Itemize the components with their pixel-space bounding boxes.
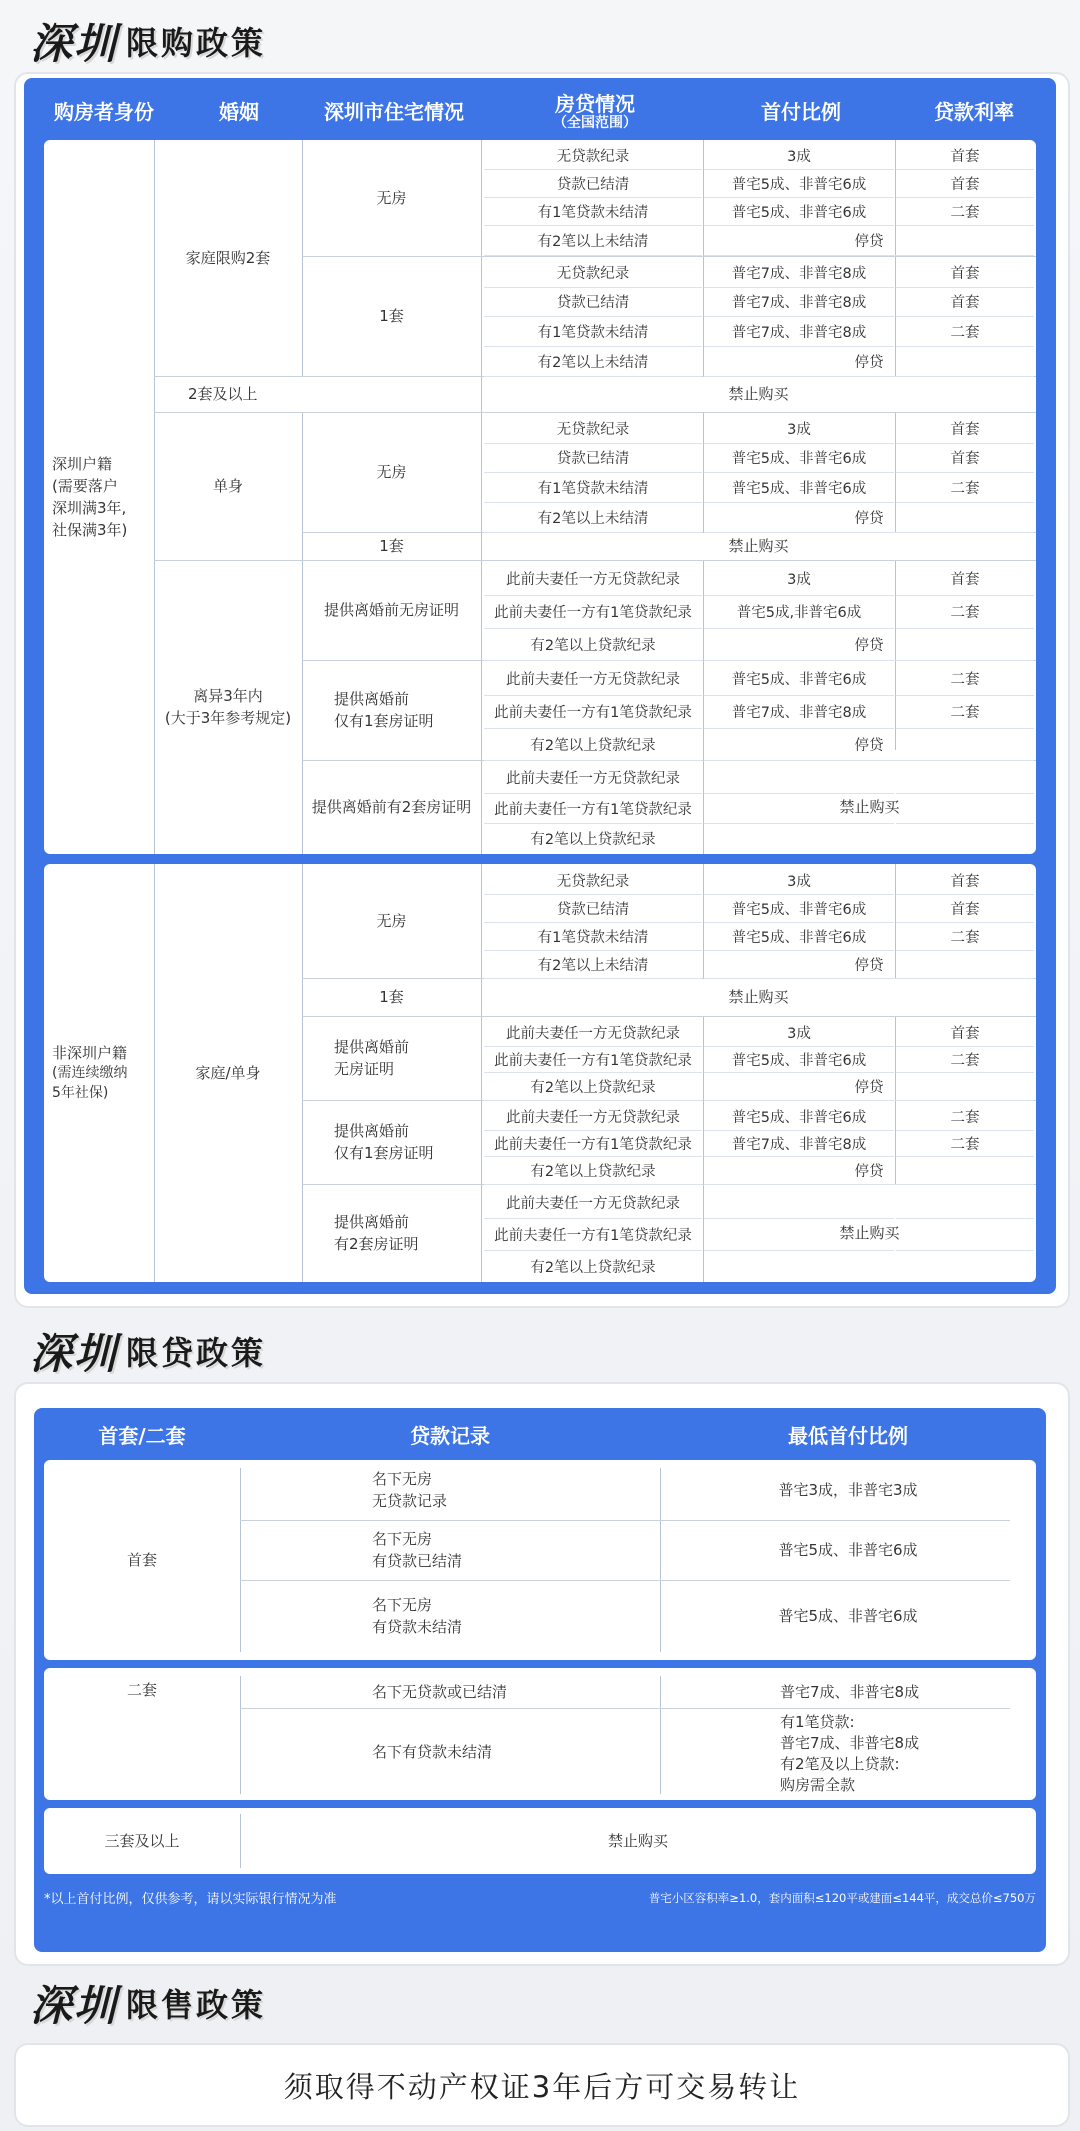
local-row-8-col-0: 无贷款纪录 <box>556 421 630 438</box>
nonlocal-row-7-col-2: 二套 <box>950 1109 980 1126</box>
loan-third-value: 禁止购买 <box>607 1832 668 1850</box>
local-single-no-house: 无房 <box>376 463 407 481</box>
nonlocal-row-8-col-1: 普宅7成、非普宅8成 <box>731 1136 867 1153</box>
local-row-13-col-1: 普宅5成,非普宅6成 <box>736 605 862 621</box>
local-row-12-col-1: 3成 <box>787 572 811 588</box>
loan-second-r1: 名下无贷款或已结清 <box>372 1683 508 1701</box>
nonlocal-row-5-col-0: 此前夫妻任一方有1笔贷款纪录 <box>494 1052 692 1069</box>
header-identity: 购房者身份 <box>54 100 154 124</box>
nonlocal-row-2-col-0: 有1笔贷款未结清 <box>537 929 649 946</box>
local-div-c-ban: 禁止购买 <box>839 798 900 816</box>
local-row-19-col-0: 此前夫妻任一方有1笔贷款纪录 <box>494 801 692 818</box>
loan-third-label: 三套及以上 <box>104 1832 180 1850</box>
local-single-one: 1套 <box>379 537 404 555</box>
nonlocal-marital: 家庭/单身 <box>195 1064 261 1082</box>
nonlocal-row-2-col-1: 普宅5成、非普宅6成 <box>731 929 867 946</box>
local-row-16-col-0: 此前夫妻任一方有1笔贷款纪录 <box>494 705 692 721</box>
loan-second-r1-ratio: 普宅7成、非普宅8成 <box>780 1683 920 1701</box>
local-row-20-col-0: 有2笔以上贷款纪录 <box>530 832 656 848</box>
local-family-limit: 家庭限购2套 <box>185 249 271 267</box>
local-row-16-col-2: 二套 <box>950 705 980 721</box>
nonlocal-row-10-col-1 <box>704 1186 894 1218</box>
nonlocal-row-1-col-0: 贷款已结清 <box>556 901 630 918</box>
local-row-19-col-2 <box>896 793 1034 823</box>
nonlocal-row-10-col-0: 此前夫妻任一方无贷款纪录 <box>506 1195 680 1212</box>
nonlocal-row-12-col-0: 有2笔以上贷款纪录 <box>530 1259 656 1276</box>
local-row-5-col-2: 首套 <box>950 295 980 311</box>
nonlocal-row-11-col-0: 此前夫妻任一方有1笔贷款纪录 <box>494 1227 692 1244</box>
nonlocal-one-house: 1套 <box>379 988 404 1006</box>
local-row-20-col-2 <box>896 823 1034 854</box>
nonlocal-identity: 非深圳户籍 (需连续缴纳 5年社保) <box>52 1044 128 1101</box>
local-row-20-col-1 <box>704 823 894 854</box>
nonlocal-row-0-col-1: 3成 <box>787 873 811 890</box>
nonlocal-b: 提供离婚前 仅有1套房证明 <box>334 1122 434 1162</box>
local-one-house: 1套 <box>379 307 404 325</box>
nonlocal-row-11-col-1 <box>704 1218 894 1250</box>
local-row-5-col-1: 普宅7成、非普宅8成 <box>731 295 867 311</box>
nonlocal-row-6-col-1: 停贷 <box>854 1079 884 1096</box>
local-row-0-col-1: 3成 <box>787 148 811 165</box>
local-row-14-col-1: 停贷 <box>854 637 884 654</box>
local-row-12-col-0: 此前夫妻任一方无贷款纪录 <box>506 572 680 588</box>
nonlocal-row-12-col-2 <box>896 1250 1034 1282</box>
loan-second-label: 二套 <box>126 1681 157 1699</box>
nonlocal-row-4-col-2: 首套 <box>950 1025 980 1042</box>
local-row-15-col-0: 此前夫妻任一方无贷款纪录 <box>506 672 680 688</box>
local-row-18-col-1 <box>704 762 894 793</box>
local-row-0-col-0: 无贷款纪录 <box>556 148 630 165</box>
local-row-3-col-0: 有2笔以上未结清 <box>537 233 649 250</box>
local-row-13-col-0: 此前夫妻任一方有1笔贷款纪录 <box>494 605 692 621</box>
loan-header-record: 贷款记录 <box>410 1424 490 1448</box>
loan-policy-title: 深圳 限贷政策 <box>30 1329 267 1378</box>
local-row-2-col-0: 有1笔贷款未结清 <box>537 204 649 221</box>
loan-note-right: 普宅小区容积率≥1.0，套内面积≤120平或建面≤144平，成交总价≤750万 <box>648 1891 1036 1905</box>
nonlocal-row-7-col-0: 此前夫妻任一方无贷款纪录 <box>506 1109 680 1126</box>
local-row-15-col-2: 二套 <box>950 672 980 688</box>
nonlocal-one-house-ban: 禁止购买 <box>728 988 789 1006</box>
loan-header-ratio: 最低首付比例 <box>788 1424 908 1448</box>
local-div-a: 提供离婚前无房证明 <box>323 601 459 619</box>
nonlocal-row-8-col-0: 此前夫妻任一方有1笔贷款纪录 <box>494 1136 692 1153</box>
loan-first-r3-ratio: 普宅5成、非普宅6成 <box>778 1607 918 1625</box>
loan-note-left: *以上首付比例，仅供参考，请以实际银行情况为准 <box>44 1892 337 1907</box>
local-row-9-col-0: 贷款已结清 <box>556 451 630 467</box>
local-row-8-col-1: 3成 <box>787 421 811 438</box>
loan-first-r1: 名下无房 无贷款记录 <box>372 1470 448 1510</box>
local-row-10-col-2: 二套 <box>950 480 980 497</box>
local-row-14-col-0: 有2笔以上贷款纪录 <box>530 637 656 654</box>
header-housing: 深圳市住宅情况 <box>324 100 464 124</box>
local-two-plus: 2套及以上 <box>188 385 258 403</box>
local-row-17-col-0: 有2笔以上贷款纪录 <box>530 737 656 754</box>
local-row-6-col-1: 普宅7成、非普宅8成 <box>731 324 867 341</box>
nonlocal-row-7-col-1: 普宅5成、非普宅6成 <box>731 1109 867 1126</box>
loan-first-r2-ratio: 普宅5成、非普宅6成 <box>778 1541 918 1559</box>
local-row-16-col-1: 普宅7成、非普宅8成 <box>731 705 867 721</box>
local-row-9-col-1: 普宅5成、非普宅6成 <box>731 451 867 467</box>
loan-first-r2: 名下无房 有贷款已结清 <box>372 1530 463 1570</box>
local-row-13-col-2: 二套 <box>950 605 980 621</box>
local-row-11-col-0: 有2笔以上未结清 <box>537 510 649 527</box>
local-no-house: 无房 <box>376 189 407 207</box>
local-row-7-col-1: 停贷 <box>854 354 884 371</box>
loan-second-r2: 名下有贷款未结清 <box>372 1743 493 1761</box>
nonlocal-row-2-col-2: 二套 <box>950 929 980 946</box>
local-divorce: 离异3年内 (大于3年参考规定) <box>164 687 292 727</box>
local-row-18-col-2 <box>896 762 1034 793</box>
nonlocal-row-4-col-1: 3成 <box>787 1025 811 1042</box>
nonlocal-row-1-col-1: 普宅5成、非普宅6成 <box>731 901 867 918</box>
loan-first-r3: 名下无房 有贷款未结清 <box>372 1596 463 1636</box>
local-div-c: 提供离婚前有2套房证明 <box>311 798 472 816</box>
nonlocal-c: 提供离婚前 有2套房证明 <box>334 1213 419 1253</box>
local-div-b: 提供离婚前 仅有1套房证明 <box>334 690 434 730</box>
local-row-15-col-1: 普宅5成、非普宅6成 <box>731 672 867 688</box>
header-rate: 贷款利率 <box>934 100 1014 124</box>
local-identity: 深圳户籍 (需要落户 深圳满3年, 社保满3年) <box>52 455 128 539</box>
local-row-11-col-1: 停贷 <box>854 510 884 527</box>
local-row-0-col-2: 首套 <box>950 148 980 165</box>
purchase-policy-title: 深圳 限购政策 <box>30 19 267 68</box>
nonlocal-row-0-col-0: 无贷款纪录 <box>556 873 630 890</box>
nonlocal-row-3-col-0: 有2笔以上未结清 <box>537 957 649 974</box>
local-row-19-col-1 <box>704 793 894 823</box>
local-single: 单身 <box>212 477 243 495</box>
nonlocal-row-0-col-2: 首套 <box>950 873 980 890</box>
loan-first-label: 首套 <box>126 1551 157 1569</box>
header-mortgage: 房贷情况 （全国范围） <box>553 92 637 131</box>
local-row-7-col-0: 有2笔以上未结清 <box>537 354 649 371</box>
local-row-4-col-0: 无贷款纪录 <box>556 265 630 282</box>
nonlocal-row-5-col-1: 普宅5成、非普宅6成 <box>731 1052 867 1069</box>
nonlocal-a: 提供离婚前 无房证明 <box>334 1038 410 1078</box>
sale-policy-title: 深圳 限售政策 <box>30 1981 267 2030</box>
local-row-4-col-1: 普宅7成、非普宅8成 <box>731 265 867 282</box>
local-row-1-col-1: 普宅5成、非普宅6成 <box>731 176 867 193</box>
local-row-12-col-2: 首套 <box>950 572 980 588</box>
nonlocal-row-4-col-0: 此前夫妻任一方无贷款纪录 <box>506 1025 680 1042</box>
local-row-10-col-0: 有1笔贷款未结清 <box>537 480 649 497</box>
local-row-4-col-2: 首套 <box>950 265 980 282</box>
local-row-6-col-2: 二套 <box>950 324 980 341</box>
sale-policy-box: 须取得不动产权证3年后方可交易转让 <box>14 2043 1070 2127</box>
nonlocal-row-10-col-2 <box>896 1186 1034 1218</box>
loan-second-r2-ratio: 有1笔贷款: 普宅7成、非普宅8成 有2笔及以上贷款: 购房需全款 <box>780 1713 920 1794</box>
nonlocal-row-3-col-1: 停贷 <box>854 957 884 974</box>
local-row-2-col-2: 二套 <box>950 204 980 221</box>
local-row-18-col-0: 此前夫妻任一方无贷款纪录 <box>506 771 680 787</box>
nonlocal-row-9-col-0: 有2笔以上贷款纪录 <box>530 1163 656 1180</box>
local-row-1-col-0: 贷款已结清 <box>556 176 630 193</box>
nonlocal-row-5-col-2: 二套 <box>950 1052 980 1069</box>
nonlocal-row-12-col-1 <box>704 1250 894 1282</box>
nonlocal-row-9-col-1: 停贷 <box>854 1163 884 1180</box>
local-row-8-col-2: 首套 <box>950 421 980 438</box>
nonlocal-c-ban: 禁止购买 <box>839 1224 900 1242</box>
local-row-9-col-2: 首套 <box>950 451 980 467</box>
loan-header-type: 首套/二套 <box>98 1424 186 1448</box>
local-row-17-col-1: 停贷 <box>854 737 884 754</box>
local-row-6-col-0: 有1笔贷款未结清 <box>537 324 649 341</box>
local-row-2-col-1: 普宅5成、非普宅6成 <box>731 204 867 221</box>
nonlocal-row-1-col-2: 首套 <box>950 901 980 918</box>
header-downpayment: 首付比例 <box>761 100 841 124</box>
nonlocal-no-house: 无房 <box>376 912 407 930</box>
loan-first-r1-ratio: 普宅3成，非普宅3成 <box>778 1481 918 1499</box>
nonlocal-row-8-col-2: 二套 <box>950 1136 980 1153</box>
local-row-3-col-1: 停贷 <box>854 233 884 250</box>
nonlocal-row-11-col-2 <box>896 1218 1034 1250</box>
local-row-1-col-2: 首套 <box>950 176 980 193</box>
local-single-one-ban: 禁止购买 <box>728 537 789 555</box>
local-two-plus-ban: 禁止购买 <box>728 385 789 403</box>
local-row-5-col-0: 贷款已结清 <box>556 295 630 311</box>
local-row-10-col-1: 普宅5成、非普宅6成 <box>731 480 867 497</box>
header-marriage: 婚姻 <box>219 100 259 124</box>
nonlocal-row-6-col-0: 有2笔以上贷款纪录 <box>530 1079 656 1096</box>
